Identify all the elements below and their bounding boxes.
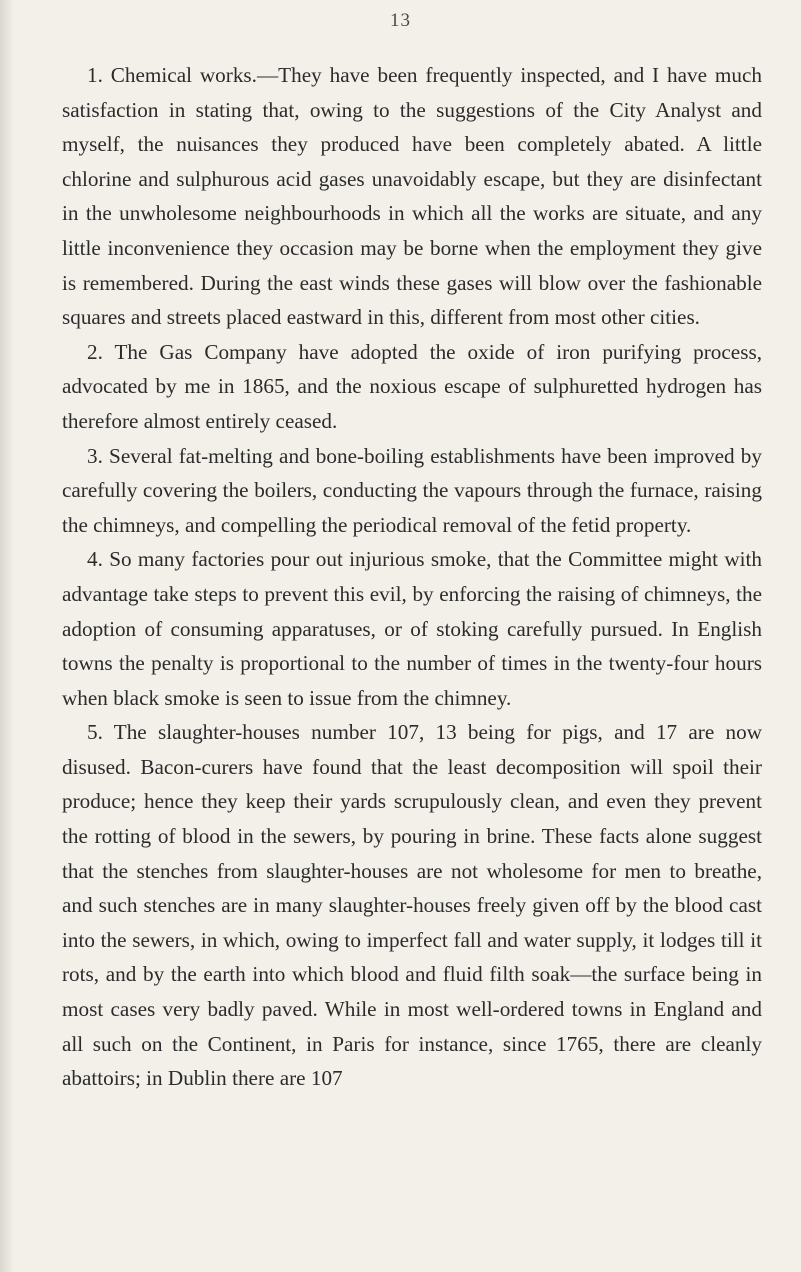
page-binding-edge (0, 0, 14, 1272)
paragraph-slaughter-houses: 5. The slaughter-houses number 107, 13 being for pigs, and 17 are now disused. Bacon-curers have found that the least decomposition will spoil their produce; hence they keep their yards scrupulously clean, and even they prevent the rotting of blood in the sewers, by pouring in brine. These facts alone suggest that the stenches from slaughter-houses are not wholesome for men to breathe, and such stenches are in many slaughter-houses freely given off by the blood cast into the sewers, in which, owing to imperfect fall and water supply, it lodges till it rots, and by the earth into which blood and fluid filth soak—the surface being in most cases very badly paved. While in most well-ordered towns in England and all such on the Continent, in Paris for instance, since 1765, there are cleanly abattoirs; in Dublin there are 107 (62, 720, 762, 1091)
body-text (62, 58, 762, 1096)
paragraph-fat-melting: 3. Several fat-melting and bone-boiling establishments have been improved by carefully covering the boilers, conducting the vapours through the furnace, raising the chimneys, and compelling the periodical removal of the fetid property. (62, 443, 762, 537)
paragraph-gas-company: 2. The Gas Company have adopted the oxide of iron purifying process, advocated by me in 1865, and the noxious escape of sulphuretted hydrogen has therefore almost entirely ceased. (62, 339, 762, 433)
page-number: 13 (390, 10, 411, 31)
paragraph-chemical-works: 1. Chemical works.—They have been frequently inspected, and I have much satisfaction in stating that, owing to the suggestions of the City Analyst and myself, the nuisances they produced have been completely abated. A little chlorine and sulphurous acid gases unavoidably escape, but they are disinfectant in the unwholesome neighbourhoods in which all the works are situate, and any little inconvenience they occasion may be borne when the employment they give is remembered. During the east winds these gases will blow over the fashionable squares and streets placed eastward in this, different from most other cities. (62, 63, 762, 330)
paragraph-factories-smoke: 4. So many factories pour out injurious smoke, that the Committee might with advantage take steps to prevent this evil, by enforcing the raising of chimneys, the adoption of consuming apparatuses, or of stoking carefully pursued. In English towns the penalty is proportional to the number of times in the twenty-four hours when black smoke is seen to issue from the chimney. (62, 547, 762, 710)
